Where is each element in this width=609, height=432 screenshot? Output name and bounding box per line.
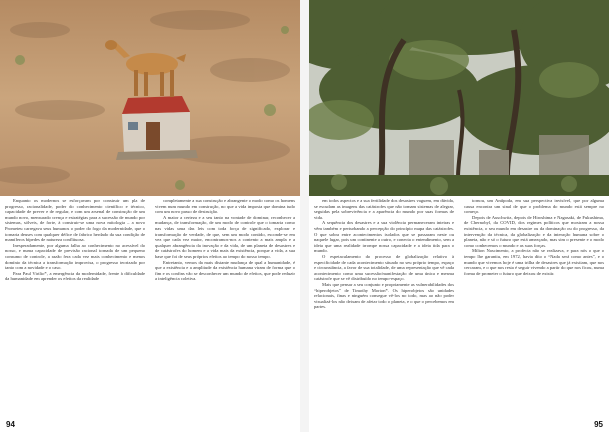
page-number-right: 95: [594, 420, 603, 429]
forest-ruins-photo: [309, 0, 609, 196]
right-photo: [309, 0, 609, 196]
paragraph: O espetaculamento do processo de globalização relativo à especificidade de cada acontecimento situado no seu próprio tempo, espaço e circunstância, a favor de sua totalidade, de uma representação que vê cada acontecimento como uma sucessão/manifestação de uma única e mesma catástrofe que se vê distribuído no tempo-espaço.: [314, 253, 454, 282]
goat-on-hut-photo: [0, 0, 300, 196]
paragraph: A sequência dos desastres e a sua violência permaneceram inteiras e vêm também e perturbando a percepção do princípio mapa das catástrofes. O que sobra entre acontecimentos isolados que se passaram neste ou naquele lugar, pois um continente a outro, e conecta o entendimento, sem a ideia que uma realidade irrompe nossa capacidade e a ideia tida para o mundo.: [314, 220, 454, 254]
book-gutter: [300, 0, 309, 432]
right-column-1: [309, 198, 459, 418]
paragraph: completamente a sua construção e abrangente o modo como os homens vivem num mundo em construção, no que a vida imposta que domina tudo com um novo passo de destruição.: [155, 198, 295, 215]
paragraph: Entretanto, vemos da mais distante mudança de qual a humanidade, é que a existência e a amplitude da existência humana viram de forma que o fim e os confins vão se desconhecer um mundo de efeitos, que pode reduzir a inteligência coletiva.: [155, 259, 295, 282]
paragraph: Inesperadamente, por alguma falha ao conhecimento no acessível do nosso, e numa capacidade de previsão racional tornada de um pequeno consumo de controle, a razão fera cada vez mais conhecimento e menos domínio da técnica a transformação improvisa, o progresso teorizado por tanto com a novidade e o caso.: [5, 242, 145, 271]
paragraph: Enquanto os modernos se esforçavam por construir um pla de progresso, racionalidade, poder do conhecimento científico e técnico, capacidade de prever e de regular, e com um arsenal de construção de um mundo novo, mensurado crença e estratégias para a sucessão de mundo por sistemas, sólveis, de forte, à construir-se uma nova mitologia – a novo Prometeu carregava seus humanos o poder do fogo da modernidade, que o tornaria deuses com qualquer défice de fabrico herdado da sua condição de mamíferos bípedes de natureza conflituosa.: [5, 198, 145, 243]
left-column-1: [0, 198, 150, 418]
paragraph: Depois de Auschwitz, depois de Hiroshima e Nagasaki, de Fukushima, de Chernobyl, da COVID, dos regimes políticos que mostram a nossa existência, o seu mundo em desastre ou da dominação ou do progresso, da intervenção da técnica, da globalização e da interação humana sobre o planeta, não e só o futuro que está ameaçado, mas sim o presente e o modo como conhecemos o mundo e as suas forças.: [464, 214, 604, 248]
left-page: [0, 0, 300, 432]
paragraph: A maior a certeza e a seu tanto na vontade de dominar, reconhecer a mudança, de transformação, de um modo de controle que o tomaria como nas vidas uma das leis com toda força de significado, explorar e transformação de verdade, de que, sem um modo contido, esconde-se em vez que cada vez maior, encontramos-nos a contento a mais ampla e a qualquer abrangência da inovação e da vida, de um planeta de desastres e de catástrofes do homem e a vida mais da existência, porque a vida, a sua base que foi de seus próprios efeitos ao tempo do nosso tempo.: [155, 214, 295, 259]
left-text-columns: [0, 198, 300, 418]
paragraph: Mais que pensar a seu conjunto e propriamente as vulnerabilidades dos “hiperobjetos” de Timothy Morton*. Os hiperobjetos são unidades relacionais, finas e ninguém consegue vê-los no todo, mas ao não poder visualizá-los não deixam de afetar todo o planeta, e o que o percebemos em partes.: [314, 281, 454, 310]
right-text-columns: [309, 198, 609, 418]
page-number-left: 94: [6, 420, 15, 429]
paragraph: em todos aspectos e a sua fertilidade dos desastres vaguem, em dúvida, se escudam as imagens das catástrofes que não tomam sistemas de alegrar, seguidas pela sobrevivência e a aparência do mundo por suas formas de vida.: [314, 198, 454, 220]
right-page: [309, 0, 609, 432]
paragraph: Para Paul Virilio*, a emergência da modernidade, frente à dificuldade da humanidade em aprender os efeitos da realidade: [5, 270, 145, 282]
paragraph: tornou, um Antípoda, em sua perspectiva invisível, que por alguma causa encontra um sinal de que o problema do mundo está sempre no começo.: [464, 198, 604, 215]
right-column-2: [459, 198, 609, 418]
left-photo: [0, 0, 300, 196]
left-column-2: [150, 198, 300, 418]
paragraph: Milton Nascimento, a profecia não se realizava, e para nós o que o tempo lhe garantiu, em 1972, havia dito o “Nada será como antes”, e o mundo que vivemos hoje é uma trilha de desastres que já existiam, que nos cercaram, e o que nos resta é seguir vivendo a partir do que nos ficou, numa forma de prometer o futuro que deixou de existir.: [464, 248, 604, 276]
